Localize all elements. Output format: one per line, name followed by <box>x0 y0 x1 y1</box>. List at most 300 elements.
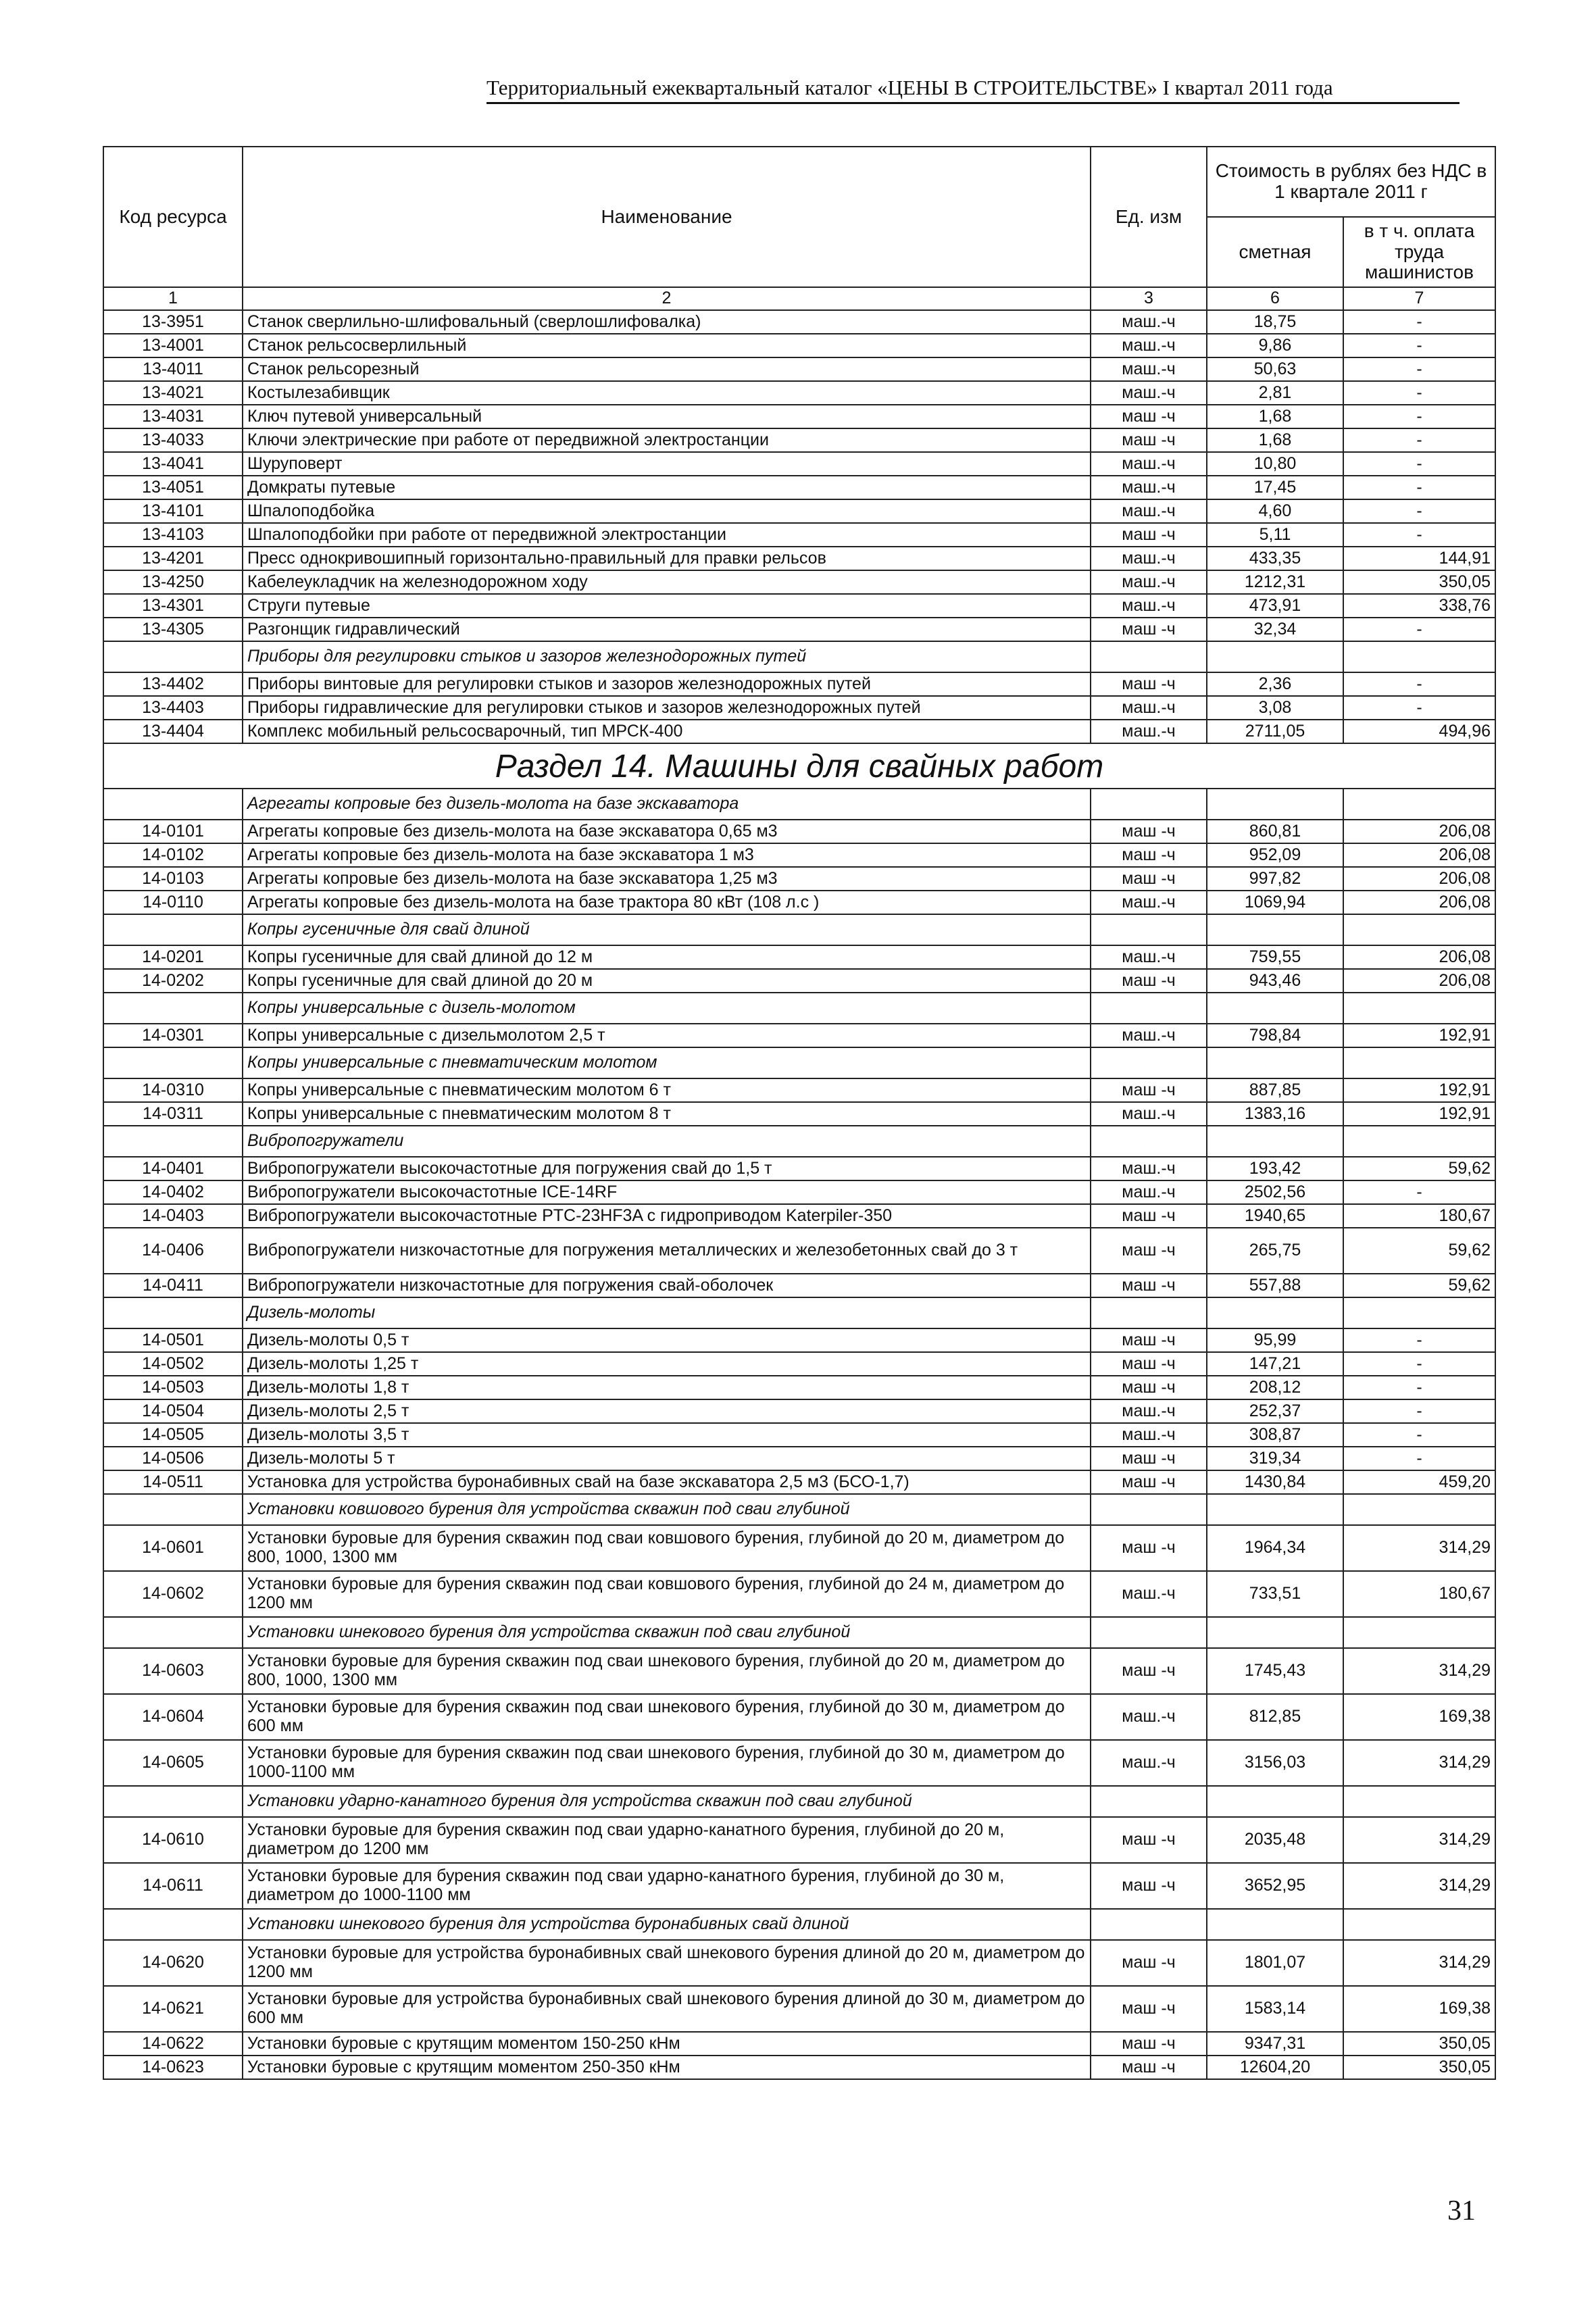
unit: маш -ч <box>1091 672 1207 696</box>
table-row <box>103 891 1495 914</box>
resource-code: 14-0601 <box>103 1525 243 1571</box>
resource-code: 14-0110 <box>103 891 243 914</box>
labor-cost: 314,29 <box>1343 1525 1495 1571</box>
estimate-cost: 1383,16 <box>1207 1102 1343 1126</box>
unit: маш.-ч <box>1091 476 1207 499</box>
resource-name: Струги путевые <box>243 594 1091 618</box>
table-row <box>103 1447 1495 1470</box>
header-unit: Ед. изм <box>1091 147 1207 287</box>
resource-name: Станок рельсосверлильный <box>243 334 1091 357</box>
empty-cell <box>1343 1494 1495 1525</box>
group-heading-row <box>103 1909 1495 1940</box>
unit: маш -ч <box>1091 969 1207 993</box>
empty-cell <box>1343 641 1495 672</box>
unit: маш.-ч <box>1091 1180 1207 1204</box>
unit: маш.-ч <box>1091 1157 1207 1180</box>
table-row <box>103 1352 1495 1376</box>
header-name: Наименование <box>243 147 1091 287</box>
group-name: Дизель-молоты <box>243 1297 1091 1328</box>
resource-name: Копры универсальные с дизельмолотом 2,5 т <box>243 1024 1091 1047</box>
labor-cost: 459,20 <box>1343 1470 1495 1494</box>
empty-cell <box>1343 1126 1495 1157</box>
group-heading-row <box>103 1126 1495 1157</box>
resource-code: 13-4041 <box>103 452 243 476</box>
group-heading-row <box>103 789 1495 820</box>
labor-cost: 206,08 <box>1343 969 1495 993</box>
resource-name: Агрегаты копровые без дизель-молота на базе экскаватора 1 м3 <box>243 843 1091 867</box>
labor-cost: - <box>1343 499 1495 523</box>
resource-code: 14-0501 <box>103 1328 243 1352</box>
empty-cell <box>1343 1909 1495 1940</box>
labor-cost: 338,76 <box>1343 594 1495 618</box>
unit: маш.-ч <box>1091 1423 1207 1447</box>
table-row <box>103 1204 1495 1228</box>
table-row <box>103 452 1495 476</box>
resource-code: 14-0623 <box>103 2056 243 2079</box>
group-heading-row <box>103 1047 1495 1078</box>
estimate-cost: 887,85 <box>1207 1078 1343 1102</box>
resource-code: 14-0401 <box>103 1157 243 1180</box>
unit: маш -ч <box>1091 1376 1207 1399</box>
empty-cell <box>1091 914 1207 945</box>
resource-code: 13-4101 <box>103 499 243 523</box>
unit: маш.-ч <box>1091 720 1207 743</box>
table-row <box>103 720 1495 743</box>
unit: маш -ч <box>1091 843 1207 867</box>
estimate-cost: 10,80 <box>1207 452 1343 476</box>
header-estimate: сметная <box>1207 217 1343 287</box>
unit: маш.-ч <box>1091 452 1207 476</box>
estimate-cost: 4,60 <box>1207 499 1343 523</box>
unit: маш -ч <box>1091 1986 1207 2032</box>
estimate-cost: 2035,48 <box>1207 1817 1343 1863</box>
empty-cell <box>1207 1047 1343 1078</box>
empty-cell <box>1343 1786 1495 1817</box>
estimate-cost: 1212,31 <box>1207 570 1343 594</box>
table-row <box>103 1102 1495 1126</box>
estimate-cost: 1583,14 <box>1207 1986 1343 2032</box>
column-number: 2 <box>243 287 1091 310</box>
empty-cell <box>1091 993 1207 1024</box>
table-row <box>103 1274 1495 1297</box>
resource-name: Агрегаты копровые без дизель-молота на базе экскаватора 0,65 м3 <box>243 820 1091 843</box>
resource-name: Установки буровые с крутящим моментом 250-350 кНм <box>243 2056 1091 2079</box>
group-name: Копры гусеничные для свай длиной <box>243 914 1091 945</box>
group-heading-row <box>103 993 1495 1024</box>
unit: маш -ч <box>1091 1940 1207 1986</box>
resource-code: 13-4021 <box>103 381 243 405</box>
table-row <box>103 1423 1495 1447</box>
empty-cell <box>1343 789 1495 820</box>
estimate-cost: 208,12 <box>1207 1376 1343 1399</box>
resource-code: 14-0621 <box>103 1986 243 2032</box>
resource-name: Станок рельсорезный <box>243 357 1091 381</box>
estimate-cost: 2502,56 <box>1207 1180 1343 1204</box>
empty-cell <box>103 1126 243 1157</box>
group-name: Приборы для регулировки стыков и зазоров железнодорожных путей <box>243 641 1091 672</box>
labor-cost: 494,96 <box>1343 720 1495 743</box>
table-row <box>103 1376 1495 1399</box>
labor-cost: 59,62 <box>1343 1157 1495 1180</box>
resource-code: 14-0311 <box>103 1102 243 1126</box>
estimate-cost: 32,34 <box>1207 618 1343 641</box>
resource-code: 14-0102 <box>103 843 243 867</box>
labor-cost: 314,29 <box>1343 1940 1495 1986</box>
group-name: Копры универсальные с пневматическим молотом <box>243 1047 1091 1078</box>
resource-code: 13-4250 <box>103 570 243 594</box>
empty-cell <box>103 1617 243 1648</box>
estimate-cost: 319,34 <box>1207 1447 1343 1470</box>
table-row <box>103 618 1495 641</box>
table-row <box>103 2032 1495 2056</box>
resource-code: 14-0602 <box>103 1571 243 1617</box>
resource-name: Вибропогружатели высокочастотные для погружения свай до 1,5 т <box>243 1157 1091 1180</box>
estimate-cost: 95,99 <box>1207 1328 1343 1352</box>
resource-name: Установки буровые для устройства буронабивных свай шнекового бурения длиной до 30 м, диаметром до 600 мм <box>243 1986 1091 2032</box>
table-row <box>103 405 1495 428</box>
empty-cell <box>103 914 243 945</box>
resource-code: 14-0411 <box>103 1274 243 1297</box>
unit: маш -ч <box>1091 1228 1207 1274</box>
resource-code: 13-4011 <box>103 357 243 381</box>
estimate-cost: 2,36 <box>1207 672 1343 696</box>
resource-name: Установки буровые для бурения скважин под сваи шнекового бурения, глубиной до 20 м, диаметром до 800, 1000, 1300 мм <box>243 1648 1091 1694</box>
labor-cost: - <box>1343 1180 1495 1204</box>
estimate-cost: 798,84 <box>1207 1024 1343 1047</box>
resource-code: 13-4031 <box>103 405 243 428</box>
empty-cell <box>1207 1909 1343 1940</box>
labor-cost: - <box>1343 696 1495 720</box>
unit: маш.-ч <box>1091 1024 1207 1047</box>
table-row <box>103 1571 1495 1617</box>
empty-cell <box>103 1047 243 1078</box>
resource-code: 13-4033 <box>103 428 243 452</box>
resource-name: Домкраты путевые <box>243 476 1091 499</box>
resource-code: 14-0310 <box>103 1078 243 1102</box>
empty-cell <box>103 1786 243 1817</box>
unit: маш -ч <box>1091 1648 1207 1694</box>
estimate-cost: 1,68 <box>1207 428 1343 452</box>
resource-name: Приборы винтовые для регулировки стыков и зазоров железнодорожных путей <box>243 672 1091 696</box>
labor-cost: - <box>1343 476 1495 499</box>
labor-cost: 314,29 <box>1343 1740 1495 1786</box>
estimate-cost: 473,91 <box>1207 594 1343 618</box>
group-name: Установки ударно-канатного бурения для устройства скважин под сваи глубиной <box>243 1786 1091 1817</box>
estimate-cost: 18,75 <box>1207 310 1343 334</box>
unit: маш -ч <box>1091 1470 1207 1494</box>
resource-code: 14-0604 <box>103 1694 243 1740</box>
empty-cell <box>1091 1297 1207 1328</box>
table-row <box>103 1024 1495 1047</box>
resource-code: 13-4201 <box>103 547 243 570</box>
running-header: Территориальный ежеквартальный каталог «ЦЕНЫ В СТРОИТЕЛЬСТВЕ» I квартал 2011 года <box>487 76 1460 104</box>
resource-code: 13-4402 <box>103 672 243 696</box>
unit: маш -ч <box>1091 523 1207 547</box>
estimate-cost: 2,81 <box>1207 381 1343 405</box>
group-heading-row <box>103 1494 1495 1525</box>
unit: маш.-ч <box>1091 1740 1207 1786</box>
resource-code: 14-0406 <box>103 1228 243 1274</box>
estimate-cost: 9,86 <box>1207 334 1343 357</box>
resource-name: Вибропогружатели высокочастотные PTC-23HF3A с гидроприводом Katerpiler-350 <box>243 1204 1091 1228</box>
empty-cell <box>1091 1786 1207 1817</box>
empty-cell <box>1207 1617 1343 1648</box>
empty-cell <box>1343 914 1495 945</box>
unit: маш.-ч <box>1091 334 1207 357</box>
resource-name: Агрегаты копровые без дизель-молота на базе экскаватора 1,25 м3 <box>243 867 1091 891</box>
resource-name: Установки буровые для бурения скважин под сваи ковшового бурения, глубиной до 24 м, диаметром до 1200 мм <box>243 1571 1091 1617</box>
resource-code: 13-4051 <box>103 476 243 499</box>
empty-cell <box>1207 1126 1343 1157</box>
resource-name: Копры гусеничные для свай длиной до 20 м <box>243 969 1091 993</box>
table-row <box>103 499 1495 523</box>
estimate-cost: 1964,34 <box>1207 1525 1343 1571</box>
estimate-cost: 759,55 <box>1207 945 1343 969</box>
table-row <box>103 594 1495 618</box>
labor-cost: 206,08 <box>1343 945 1495 969</box>
estimate-cost: 997,82 <box>1207 867 1343 891</box>
empty-cell <box>1091 1909 1207 1940</box>
unit: маш.-ч <box>1091 310 1207 334</box>
labor-cost: - <box>1343 1399 1495 1423</box>
table-row <box>103 1740 1495 1786</box>
table-row <box>103 2056 1495 2079</box>
empty-cell <box>1207 914 1343 945</box>
labor-cost: 59,62 <box>1343 1228 1495 1274</box>
table-row <box>103 428 1495 452</box>
column-number: 3 <box>1091 287 1207 310</box>
resource-code: 14-0502 <box>103 1352 243 1376</box>
unit: маш.-ч <box>1091 499 1207 523</box>
empty-cell <box>1091 1617 1207 1648</box>
table-row <box>103 1648 1495 1694</box>
table-row <box>103 1180 1495 1204</box>
table-row <box>103 1228 1495 1274</box>
column-number: 7 <box>1343 287 1495 310</box>
labor-cost: 144,91 <box>1343 547 1495 570</box>
resource-name: Костылезабивщик <box>243 381 1091 405</box>
estimate-cost: 3156,03 <box>1207 1740 1343 1786</box>
estimate-cost: 17,45 <box>1207 476 1343 499</box>
resource-name: Ключи электрические при работе от передвижной электростанции <box>243 428 1091 452</box>
resource-name: Установки буровые для бурения скважин под сваи ударно-канатного бурения, глубиной до 30 м, диаметром до 1000-1100 мм <box>243 1863 1091 1909</box>
unit: маш -ч <box>1091 1352 1207 1376</box>
page-number: 31 <box>1447 2195 1476 2226</box>
resource-code: 14-0511 <box>103 1470 243 1494</box>
unit: маш.-ч <box>1091 357 1207 381</box>
group-name: Копры универсальные с дизель-молотом <box>243 993 1091 1024</box>
unit: маш.-ч <box>1091 381 1207 405</box>
estimate-cost: 1940,65 <box>1207 1204 1343 1228</box>
unit: маш.-ч <box>1091 1571 1207 1617</box>
estimate-cost: 943,46 <box>1207 969 1343 993</box>
labor-cost: - <box>1343 334 1495 357</box>
group-heading-row <box>103 1297 1495 1328</box>
empty-cell <box>1091 1126 1207 1157</box>
resource-name: Копры гусеничные для свай длиной до 12 м <box>243 945 1091 969</box>
empty-cell <box>1207 1786 1343 1817</box>
group-name: Установки ковшового бурения для устройства скважин под сваи глубиной <box>243 1494 1091 1525</box>
unit: маш -ч <box>1091 1447 1207 1470</box>
labor-cost: 206,08 <box>1343 891 1495 914</box>
unit: маш -ч <box>1091 820 1207 843</box>
unit: маш -ч <box>1091 618 1207 641</box>
empty-cell <box>1207 789 1343 820</box>
empty-cell <box>1343 993 1495 1024</box>
labor-cost: 206,08 <box>1343 843 1495 867</box>
group-heading-row <box>103 914 1495 945</box>
resource-code: 14-0611 <box>103 1863 243 1909</box>
table-row <box>103 820 1495 843</box>
estimate-cost: 733,51 <box>1207 1571 1343 1617</box>
estimate-cost: 433,35 <box>1207 547 1343 570</box>
resource-name: Приборы гидравлические для регулировки стыков и зазоров железнодорожных путей <box>243 696 1091 720</box>
resource-code: 13-4305 <box>103 618 243 641</box>
empty-cell <box>1207 641 1343 672</box>
table-body <box>103 310 1495 2079</box>
empty-cell <box>103 1494 243 1525</box>
resource-code: 14-0301 <box>103 1024 243 1047</box>
group-name: Установки шнекового бурения для устройства скважин под сваи глубиной <box>243 1617 1091 1648</box>
labor-cost: - <box>1343 1352 1495 1376</box>
empty-cell <box>1207 1297 1343 1328</box>
table-row <box>103 1940 1495 1986</box>
labor-cost: 169,38 <box>1343 1694 1495 1740</box>
labor-cost: 314,29 <box>1343 1863 1495 1909</box>
unit: маш.-ч <box>1091 1102 1207 1126</box>
resource-code: 13-4001 <box>103 334 243 357</box>
labor-cost: 350,05 <box>1343 570 1495 594</box>
estimate-cost: 1430,84 <box>1207 1470 1343 1494</box>
estimate-cost: 5,11 <box>1207 523 1343 547</box>
unit: маш -ч <box>1091 1525 1207 1571</box>
empty-cell <box>103 1297 243 1328</box>
empty-cell <box>103 993 243 1024</box>
labor-cost: 192,91 <box>1343 1102 1495 1126</box>
table-row <box>103 1328 1495 1352</box>
resource-name: Дизель-молоты 2,5 т <box>243 1399 1091 1423</box>
table-row <box>103 1863 1495 1909</box>
table-row <box>103 1817 1495 1863</box>
unit: маш.-ч <box>1091 547 1207 570</box>
empty-cell <box>1207 993 1343 1024</box>
resource-code: 14-0202 <box>103 969 243 993</box>
estimate-cost: 252,37 <box>1207 1399 1343 1423</box>
table-row <box>103 672 1495 696</box>
estimate-cost: 812,85 <box>1207 1694 1343 1740</box>
resource-name: Дизель-молоты 3,5 т <box>243 1423 1091 1447</box>
group-heading-row <box>103 1617 1495 1648</box>
group-heading-row <box>103 641 1495 672</box>
table-row <box>103 357 1495 381</box>
resource-name: Шуруповерт <box>243 452 1091 476</box>
resource-name: Дизель-молоты 1,25 т <box>243 1352 1091 1376</box>
unit: маш.-ч <box>1091 696 1207 720</box>
resource-code: 13-4403 <box>103 696 243 720</box>
resource-name: Ключ путевой универсальный <box>243 405 1091 428</box>
empty-cell <box>103 1909 243 1940</box>
labor-cost: - <box>1343 1328 1495 1352</box>
resource-name: Установки буровые для бурения скважин под сваи шнекового бурения, глубиной до 30 м, диаметром до 600 мм <box>243 1694 1091 1740</box>
resource-name: Вибропогружатели низкочастотные для погружения свай-оболочек <box>243 1274 1091 1297</box>
estimate-cost: 3652,95 <box>1207 1863 1343 1909</box>
empty-cell <box>1091 1047 1207 1078</box>
unit: маш -ч <box>1091 405 1207 428</box>
table-row <box>103 1470 1495 1494</box>
labor-cost: - <box>1343 618 1495 641</box>
empty-cell <box>1343 1617 1495 1648</box>
group-name: Вибропогружатели <box>243 1126 1091 1157</box>
estimate-cost: 1,68 <box>1207 405 1343 428</box>
resource-code: 14-0610 <box>103 1817 243 1863</box>
resource-name: Дизель-молоты 5 т <box>243 1447 1091 1470</box>
table-row <box>103 570 1495 594</box>
resource-name: Шпалоподбойки при работе от передвижной электростанции <box>243 523 1091 547</box>
labor-cost: 192,91 <box>1343 1024 1495 1047</box>
table-row <box>103 381 1495 405</box>
estimate-cost: 12604,20 <box>1207 2056 1343 2079</box>
labor-cost: - <box>1343 672 1495 696</box>
estimate-cost: 2711,05 <box>1207 720 1343 743</box>
unit: маш -ч <box>1091 2032 1207 2056</box>
resource-name: Дизель-молоты 0,5 т <box>243 1328 1091 1352</box>
resource-name: Установки буровые для бурения скважин под сваи ковшового бурения, глубиной до 20 м, диаметром до 800, 1000, 1300 мм <box>243 1525 1091 1571</box>
estimate-cost: 1745,43 <box>1207 1648 1343 1694</box>
labor-cost: - <box>1343 1447 1495 1470</box>
labor-cost: - <box>1343 357 1495 381</box>
table-row <box>103 696 1495 720</box>
unit: маш -ч <box>1091 1817 1207 1863</box>
resource-code: 14-0504 <box>103 1399 243 1423</box>
resource-code: 13-4103 <box>103 523 243 547</box>
resource-code: 14-0605 <box>103 1740 243 1786</box>
table-row <box>103 1157 1495 1180</box>
group-name: Агрегаты копровые без дизель-молота на базе экскаватора <box>243 789 1091 820</box>
resource-name: Кабелеукладчик на железнодорожном ходу <box>243 570 1091 594</box>
table-row <box>103 523 1495 547</box>
labor-cost: - <box>1343 428 1495 452</box>
labor-cost: 180,67 <box>1343 1571 1495 1617</box>
labor-cost: - <box>1343 381 1495 405</box>
table-row <box>103 1525 1495 1571</box>
price-table <box>103 146 1496 2080</box>
table-row <box>103 476 1495 499</box>
empty-cell <box>1091 1494 1207 1525</box>
resource-code: 14-0620 <box>103 1940 243 1986</box>
labor-cost: 206,08 <box>1343 820 1495 843</box>
resource-name: Вибропогружатели низкочастотные для погружения металлических и железобетонных свай до 3 т <box>243 1228 1091 1274</box>
unit: маш -ч <box>1091 1274 1207 1297</box>
empty-cell <box>1343 1047 1495 1078</box>
resource-code: 14-0103 <box>103 867 243 891</box>
table-row <box>103 1078 1495 1102</box>
estimate-cost: 3,08 <box>1207 696 1343 720</box>
resource-name: Пресс однокривошипный горизонтально-правильный для правки рельсов <box>243 547 1091 570</box>
resource-name: Установки буровые для устройства буронабивных свай шнекового бурения длиной до 20 м, диаметром до 1200 мм <box>243 1940 1091 1986</box>
unit: маш -ч <box>1091 1328 1207 1352</box>
table-row <box>103 945 1495 969</box>
unit: маш -ч <box>1091 867 1207 891</box>
resource-name: Установки буровые для бурения скважин под сваи шнекового бурения, глубиной до 30 м, диаметром до 1000-1100 мм <box>243 1740 1091 1786</box>
resource-code: 13-3951 <box>103 310 243 334</box>
labor-cost: - <box>1343 523 1495 547</box>
resource-code: 14-0506 <box>103 1447 243 1470</box>
resource-name: Разгонщик гидравлический <box>243 618 1091 641</box>
table-row <box>103 1399 1495 1423</box>
resource-code: 14-0505 <box>103 1423 243 1447</box>
header-code: Код ресурса <box>103 147 243 287</box>
resource-name: Шпалоподбойка <box>243 499 1091 523</box>
